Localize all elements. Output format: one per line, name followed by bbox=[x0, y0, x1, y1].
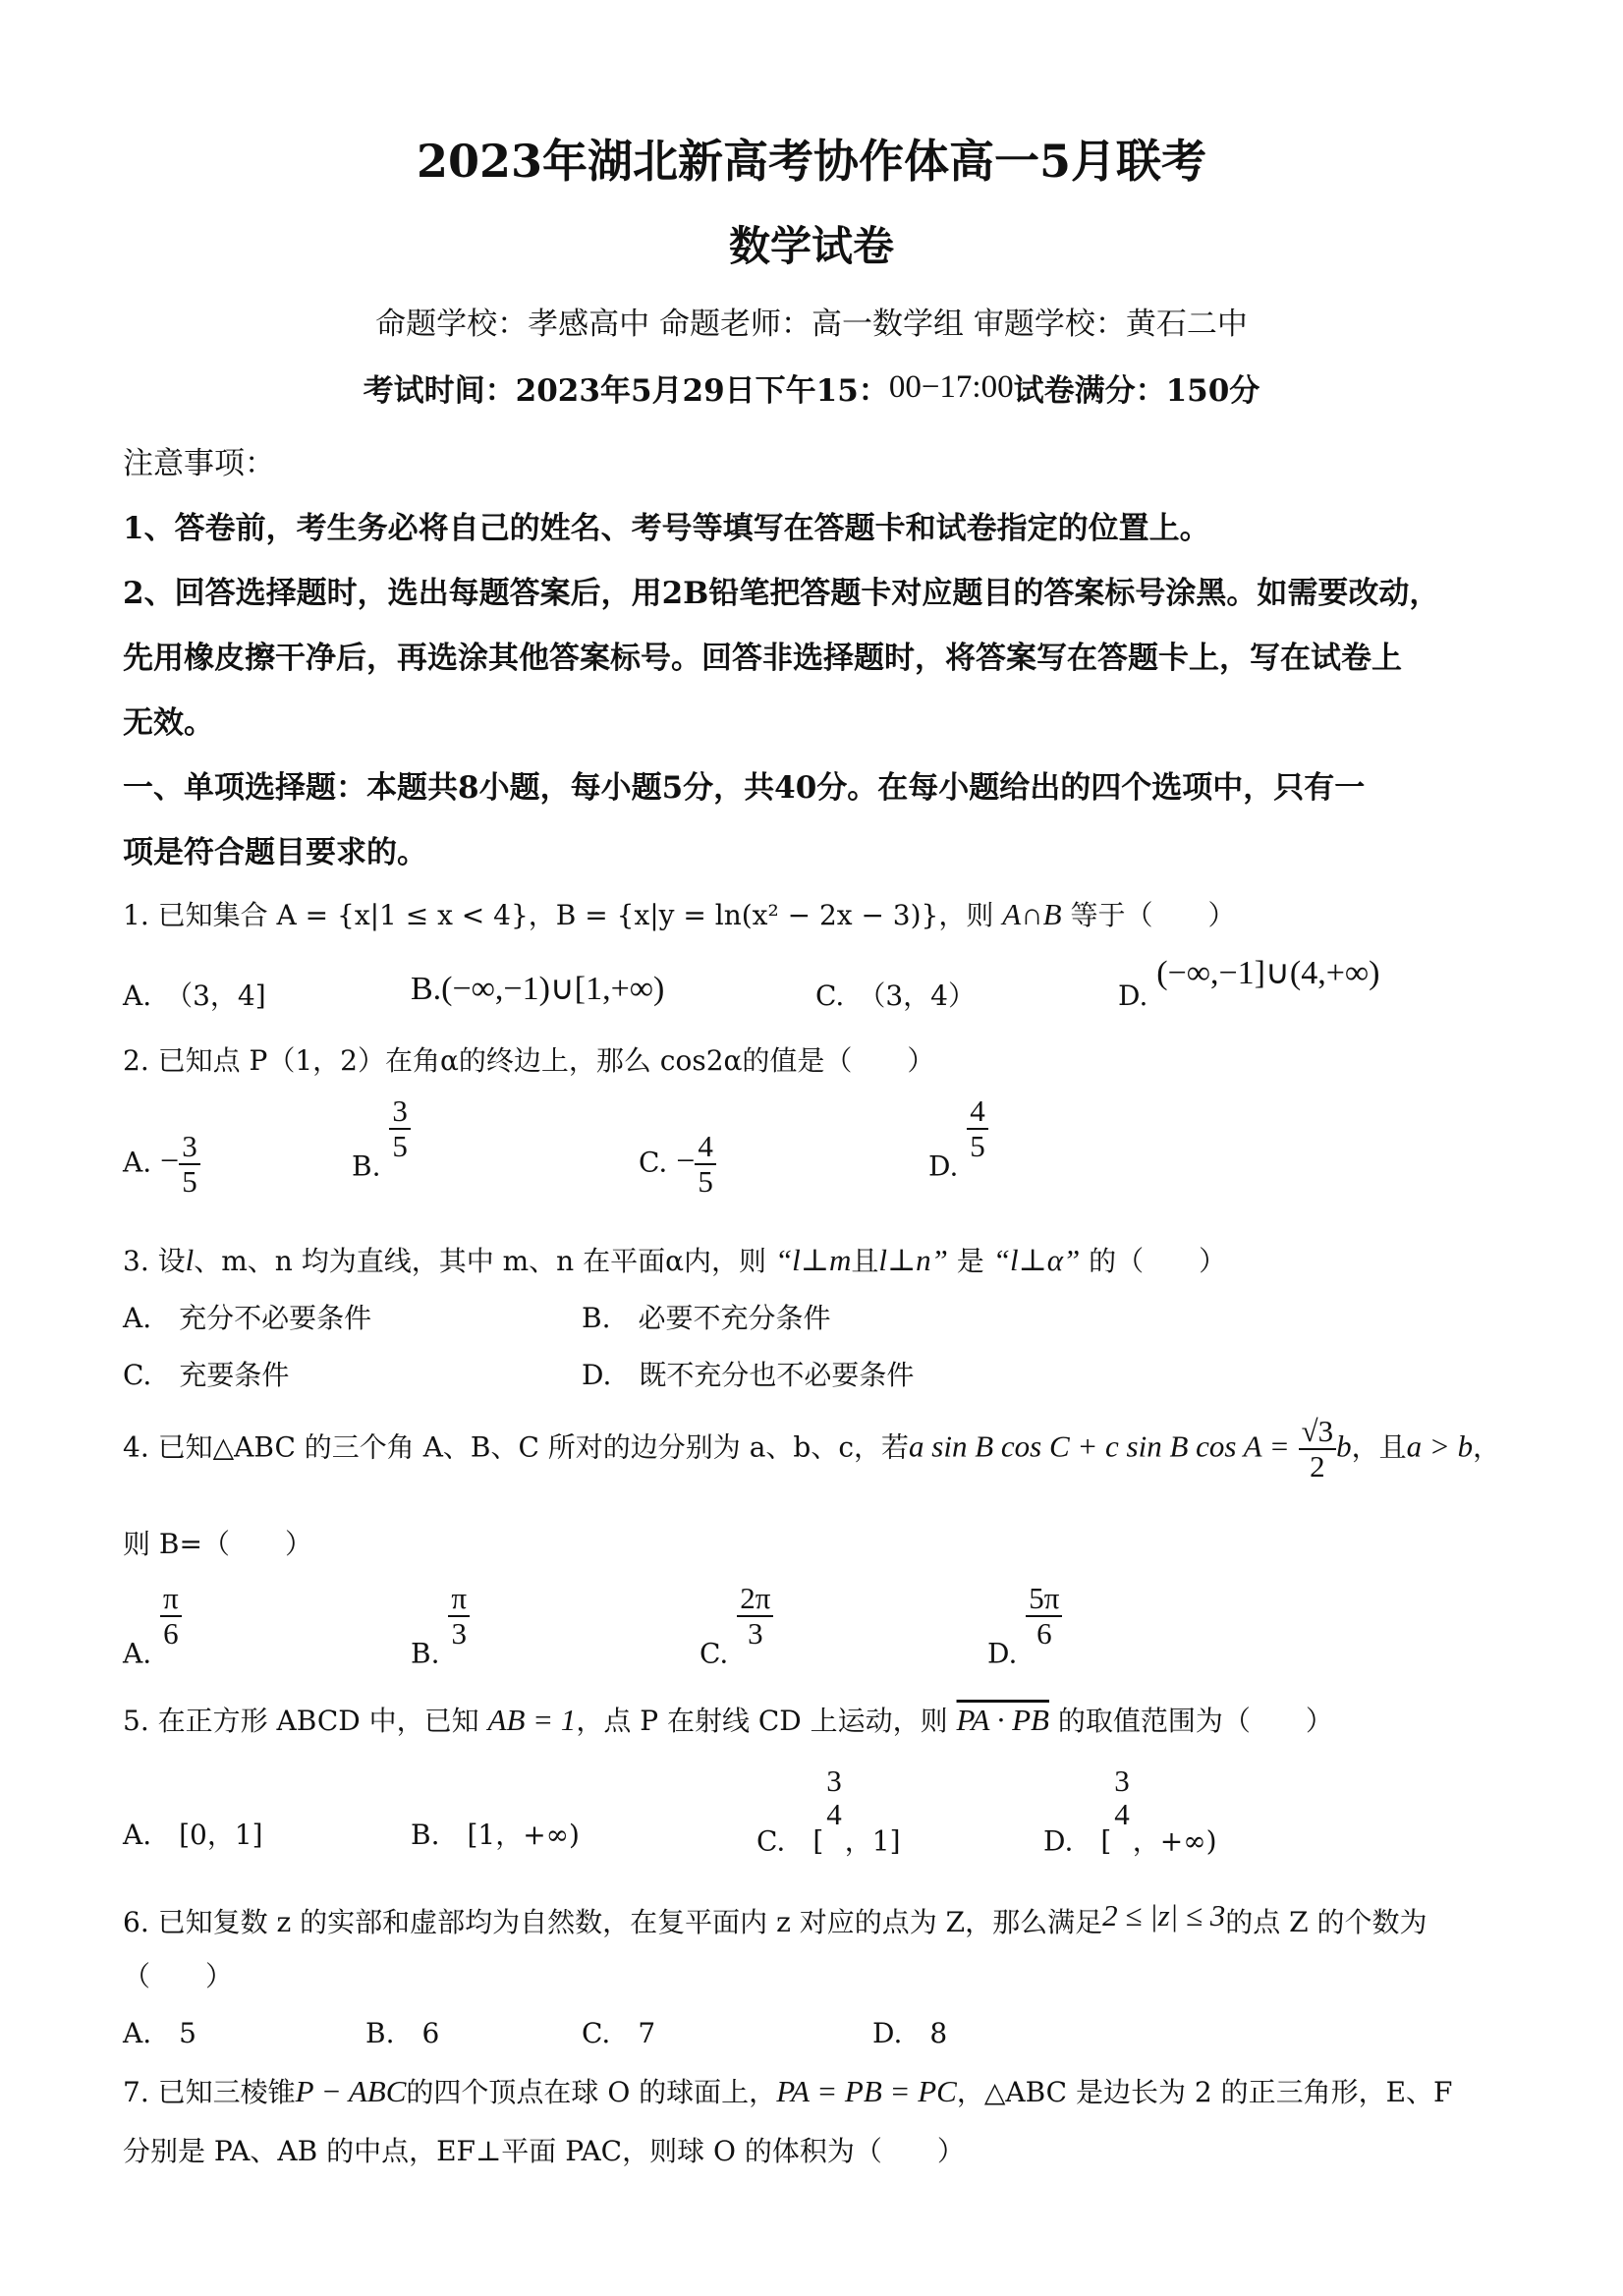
q5-d-fraction bbox=[1111, 1764, 1133, 1831]
q5-tail: 的取值范围为（ ） bbox=[1057, 1705, 1333, 1737]
q2-b-den: 5 bbox=[389, 1128, 411, 1163]
q4-frac-den: 2 bbox=[1299, 1448, 1337, 1484]
q5-option-a: A. [0，1] bbox=[123, 1819, 263, 1851]
q6-option-d: D. 8 bbox=[872, 2017, 948, 2049]
q4-d-den: 6 bbox=[1026, 1615, 1062, 1651]
q2-c-label: C. bbox=[639, 1146, 668, 1179]
q4-b-var: b bbox=[1336, 1428, 1352, 1464]
q6-stem bbox=[123, 1898, 1427, 1940]
q5-mid: ，点 P 在射线 CD 上运动，则 bbox=[576, 1705, 948, 1737]
q3-qie: 且 bbox=[851, 1245, 879, 1277]
exam-title: 2023年湖北新高考协作体高一5月联考 bbox=[416, 135, 1207, 188]
q1-option-b: B.(−∞,−1)∪[1,+∞) bbox=[411, 971, 665, 1007]
q1-math: A∩B bbox=[1002, 897, 1062, 931]
q4-fraction bbox=[1299, 1415, 1337, 1484]
q2-c-num: 4 bbox=[698, 1129, 713, 1163]
q4-option-d bbox=[987, 1582, 1062, 1670]
q5-option-d bbox=[1043, 1764, 1217, 1860]
q1-stem-text: 1. 已知集合 A = {x|1 ≤ x < 4}，B = {x|y = ln(x² − 2x − 3)}，则 bbox=[123, 899, 994, 931]
q4-qie: ，且 bbox=[1351, 1430, 1407, 1464]
q3-cond2: l⊥n” bbox=[878, 1243, 948, 1277]
time-prefix: 考试时间：2023年5月29日下午15： bbox=[363, 373, 889, 409]
q4-stem-text: 4. 已知△ABC 的三个角 A、B、C 所对的边分别为 a、b、c，若 bbox=[123, 1430, 910, 1464]
q6-option-c: C. 7 bbox=[582, 2017, 656, 2049]
q7-mid: 的四个顶点在球 O 的球面上， bbox=[406, 2076, 777, 2108]
q4-stem bbox=[123, 1415, 1500, 1484]
q2-a-sign: − bbox=[160, 1143, 180, 1180]
q4-c-fraction bbox=[737, 1582, 773, 1651]
q4-d-fraction bbox=[1026, 1582, 1062, 1651]
q7-stem-text: 7. 已知三棱锥 bbox=[123, 2076, 296, 2108]
q6-option-b: B. 6 bbox=[365, 2017, 440, 2049]
q2-c-sign: − bbox=[676, 1143, 696, 1180]
q7-stem bbox=[123, 2071, 1453, 2110]
q5-stem bbox=[123, 1700, 1333, 1739]
q5-d-num: 3 bbox=[1114, 1764, 1130, 1798]
time-suffix: 试卷满分：150分 bbox=[1013, 373, 1260, 409]
note-2-line-1: 2、回答选择题时，选出每题答案后，用2B铅笔把答题卡对应题目的答案标号涂黑。如需要改动， bbox=[123, 576, 1440, 611]
q1-option-d-math: (−∞,−1]∪(4,+∞) bbox=[1156, 955, 1380, 991]
q6-paren: （ ） bbox=[123, 1960, 234, 1992]
q6-inequality: 2 ≤ |z| ≤ 3 bbox=[1102, 1898, 1226, 1932]
q1-option-d-label: D. bbox=[1118, 980, 1148, 1012]
q7-equation: PA = PB = PC bbox=[776, 2074, 957, 2108]
q3-stem-b: 、m、n 均为直线，其中 m、n 在平面α内，则 bbox=[194, 1245, 767, 1277]
q4-c-den: 3 bbox=[737, 1615, 773, 1651]
q3-l: l bbox=[185, 1243, 195, 1277]
q4-option-c bbox=[700, 1582, 773, 1670]
q5-c-num: 3 bbox=[826, 1764, 842, 1798]
note-2-line-3: 无效。 bbox=[123, 705, 214, 741]
q2-c-den: 5 bbox=[695, 1163, 716, 1199]
q4-option-b bbox=[411, 1582, 470, 1670]
q2-a-den: 5 bbox=[179, 1163, 200, 1199]
q4-frac-num: √3 bbox=[1301, 1414, 1334, 1448]
q4-a-fraction bbox=[160, 1582, 182, 1651]
q6-tail: 的点 Z 的个数为 bbox=[1225, 1906, 1427, 1938]
q2-option-d bbox=[928, 1094, 988, 1183]
q4-b-num: π bbox=[451, 1581, 468, 1615]
q2-a-num: 3 bbox=[182, 1129, 197, 1163]
q5-d-den: 4 bbox=[1114, 1797, 1130, 1832]
q1-option-a: A. （3，4] bbox=[123, 980, 266, 1012]
q1-option-c: C. （3，4） bbox=[815, 980, 976, 1012]
q4-a-den: 6 bbox=[160, 1615, 182, 1651]
q3-cond3: “l⊥α” bbox=[992, 1243, 1081, 1277]
q5-stem-text: 5. 在正方形 ABCD 中，已知 bbox=[123, 1705, 479, 1737]
exam-subtitle: 数学试卷 bbox=[728, 222, 894, 270]
q5-option-b: B. [1，+∞) bbox=[411, 1819, 580, 1851]
q5-c-label: C. [ bbox=[756, 1824, 824, 1858]
q3-option-d: D. 既不充分也不必要条件 bbox=[582, 1359, 915, 1391]
q4-a-label: A. bbox=[123, 1637, 152, 1670]
q2-a-fraction bbox=[179, 1130, 200, 1199]
q2-option-a bbox=[123, 1130, 200, 1199]
q2-stem: 2. 已知点 P（1，2）在角α的终边上，那么 cos2α的值是（ ） bbox=[123, 1044, 935, 1077]
q1-option-d bbox=[1118, 953, 1379, 1012]
q5-c-fraction bbox=[823, 1764, 845, 1831]
q3-option-a: A. 充分不必要条件 bbox=[123, 1302, 372, 1334]
q5-ab: AB = 1 bbox=[487, 1703, 577, 1737]
section-1-line-2: 项是符合题目要求的。 bbox=[123, 835, 427, 870]
q6-option-a: A. 5 bbox=[123, 2017, 196, 2049]
section-1-line-1: 一、单项选择题：本题共8小题，每小题5分，共40分。在每小题给出的四个选项中，只有一 bbox=[123, 770, 1366, 806]
q2-a-label: A. bbox=[123, 1146, 152, 1179]
note-2-line-2: 先用橡皮擦干净后，再选涂其他答案标号。回答非选择题时，将答案写在答题卡上，写在试卷上 bbox=[123, 641, 1402, 676]
q5-d-tail: ，+∞) bbox=[1132, 1824, 1217, 1858]
q4-a-num: π bbox=[163, 1581, 179, 1615]
q4-c-label: C. bbox=[700, 1637, 729, 1670]
q4-d-num: 5π bbox=[1029, 1581, 1060, 1615]
q7-line-2: 分别是 PA、AB 的中点，EF⊥平面 PAC，则球 O 的体积为（ ） bbox=[123, 2135, 965, 2167]
q4-stem-2: 则 B=（ ） bbox=[123, 1528, 312, 1560]
notes-heading: 注意事项： bbox=[123, 446, 275, 481]
q1-tail: 等于（ ） bbox=[1070, 899, 1236, 931]
q4-condition: a > b bbox=[1406, 1428, 1474, 1464]
q2-d-num: 4 bbox=[970, 1093, 985, 1128]
q2-b-label: B. bbox=[352, 1149, 381, 1183]
q4-d-label: D. bbox=[987, 1637, 1018, 1670]
q3-option-b: B. 必要不充分条件 bbox=[582, 1302, 831, 1334]
q2-b-fraction bbox=[389, 1094, 411, 1163]
q4-b-den: 3 bbox=[448, 1615, 470, 1651]
q7-pabc: P − ABC bbox=[295, 2074, 407, 2108]
q2-d-label: D. bbox=[928, 1149, 959, 1183]
q5-d-label: D. [ bbox=[1043, 1824, 1112, 1858]
q7-tail: ，△ABC 是边长为 2 的正三角形，E、F bbox=[956, 2076, 1453, 2108]
q4-option-a bbox=[123, 1582, 182, 1670]
q5-option-c bbox=[756, 1764, 901, 1860]
q2-d-fraction bbox=[967, 1094, 988, 1163]
note-1: 1、答卷前，考生务必将自己的姓名、考号等填写在答题卡和试卷指定的位置上。 bbox=[123, 511, 1210, 546]
q3-tail: 的（ ） bbox=[1089, 1245, 1227, 1277]
q2-option-b bbox=[352, 1094, 411, 1183]
q4-b-label: B. bbox=[411, 1637, 440, 1670]
q3-stem bbox=[123, 1240, 1226, 1279]
q3-shi: 是 bbox=[956, 1245, 984, 1277]
q3-cond1: “l⊥m bbox=[774, 1243, 852, 1277]
exam-time-line bbox=[0, 365, 1623, 410]
q2-d-den: 5 bbox=[967, 1128, 988, 1163]
q4-equation: a sin B cos C + c sin B cos A = bbox=[909, 1428, 1290, 1464]
time-value: 00−17:00 bbox=[888, 369, 1014, 405]
q1-stem bbox=[123, 894, 1235, 933]
q3-stem-a: 3. 设 bbox=[123, 1245, 186, 1277]
q5-dot-product: PA · PB bbox=[956, 1703, 1049, 1737]
q5-c-tail: ，1] bbox=[844, 1824, 901, 1858]
q4-b-fraction bbox=[448, 1582, 470, 1651]
q4-comma: ， bbox=[1473, 1430, 1501, 1464]
q2-b-num: 3 bbox=[392, 1093, 408, 1128]
q6-stem-text: 6. 已知复数 z 的实部和虚部均为自然数，在复平面内 z 对应的点为 Z，那么满足 bbox=[123, 1906, 1103, 1938]
q3-option-c: C. 充要条件 bbox=[123, 1359, 290, 1391]
q2-c-fraction bbox=[695, 1130, 716, 1199]
q4-c-num: 2π bbox=[740, 1581, 771, 1615]
authors-line: 命题学校：孝感高中 命题老师：高一数学组 审题学校：黄石二中 bbox=[375, 307, 1248, 342]
q2-option-c bbox=[639, 1130, 716, 1199]
q5-c-den: 4 bbox=[826, 1797, 842, 1832]
